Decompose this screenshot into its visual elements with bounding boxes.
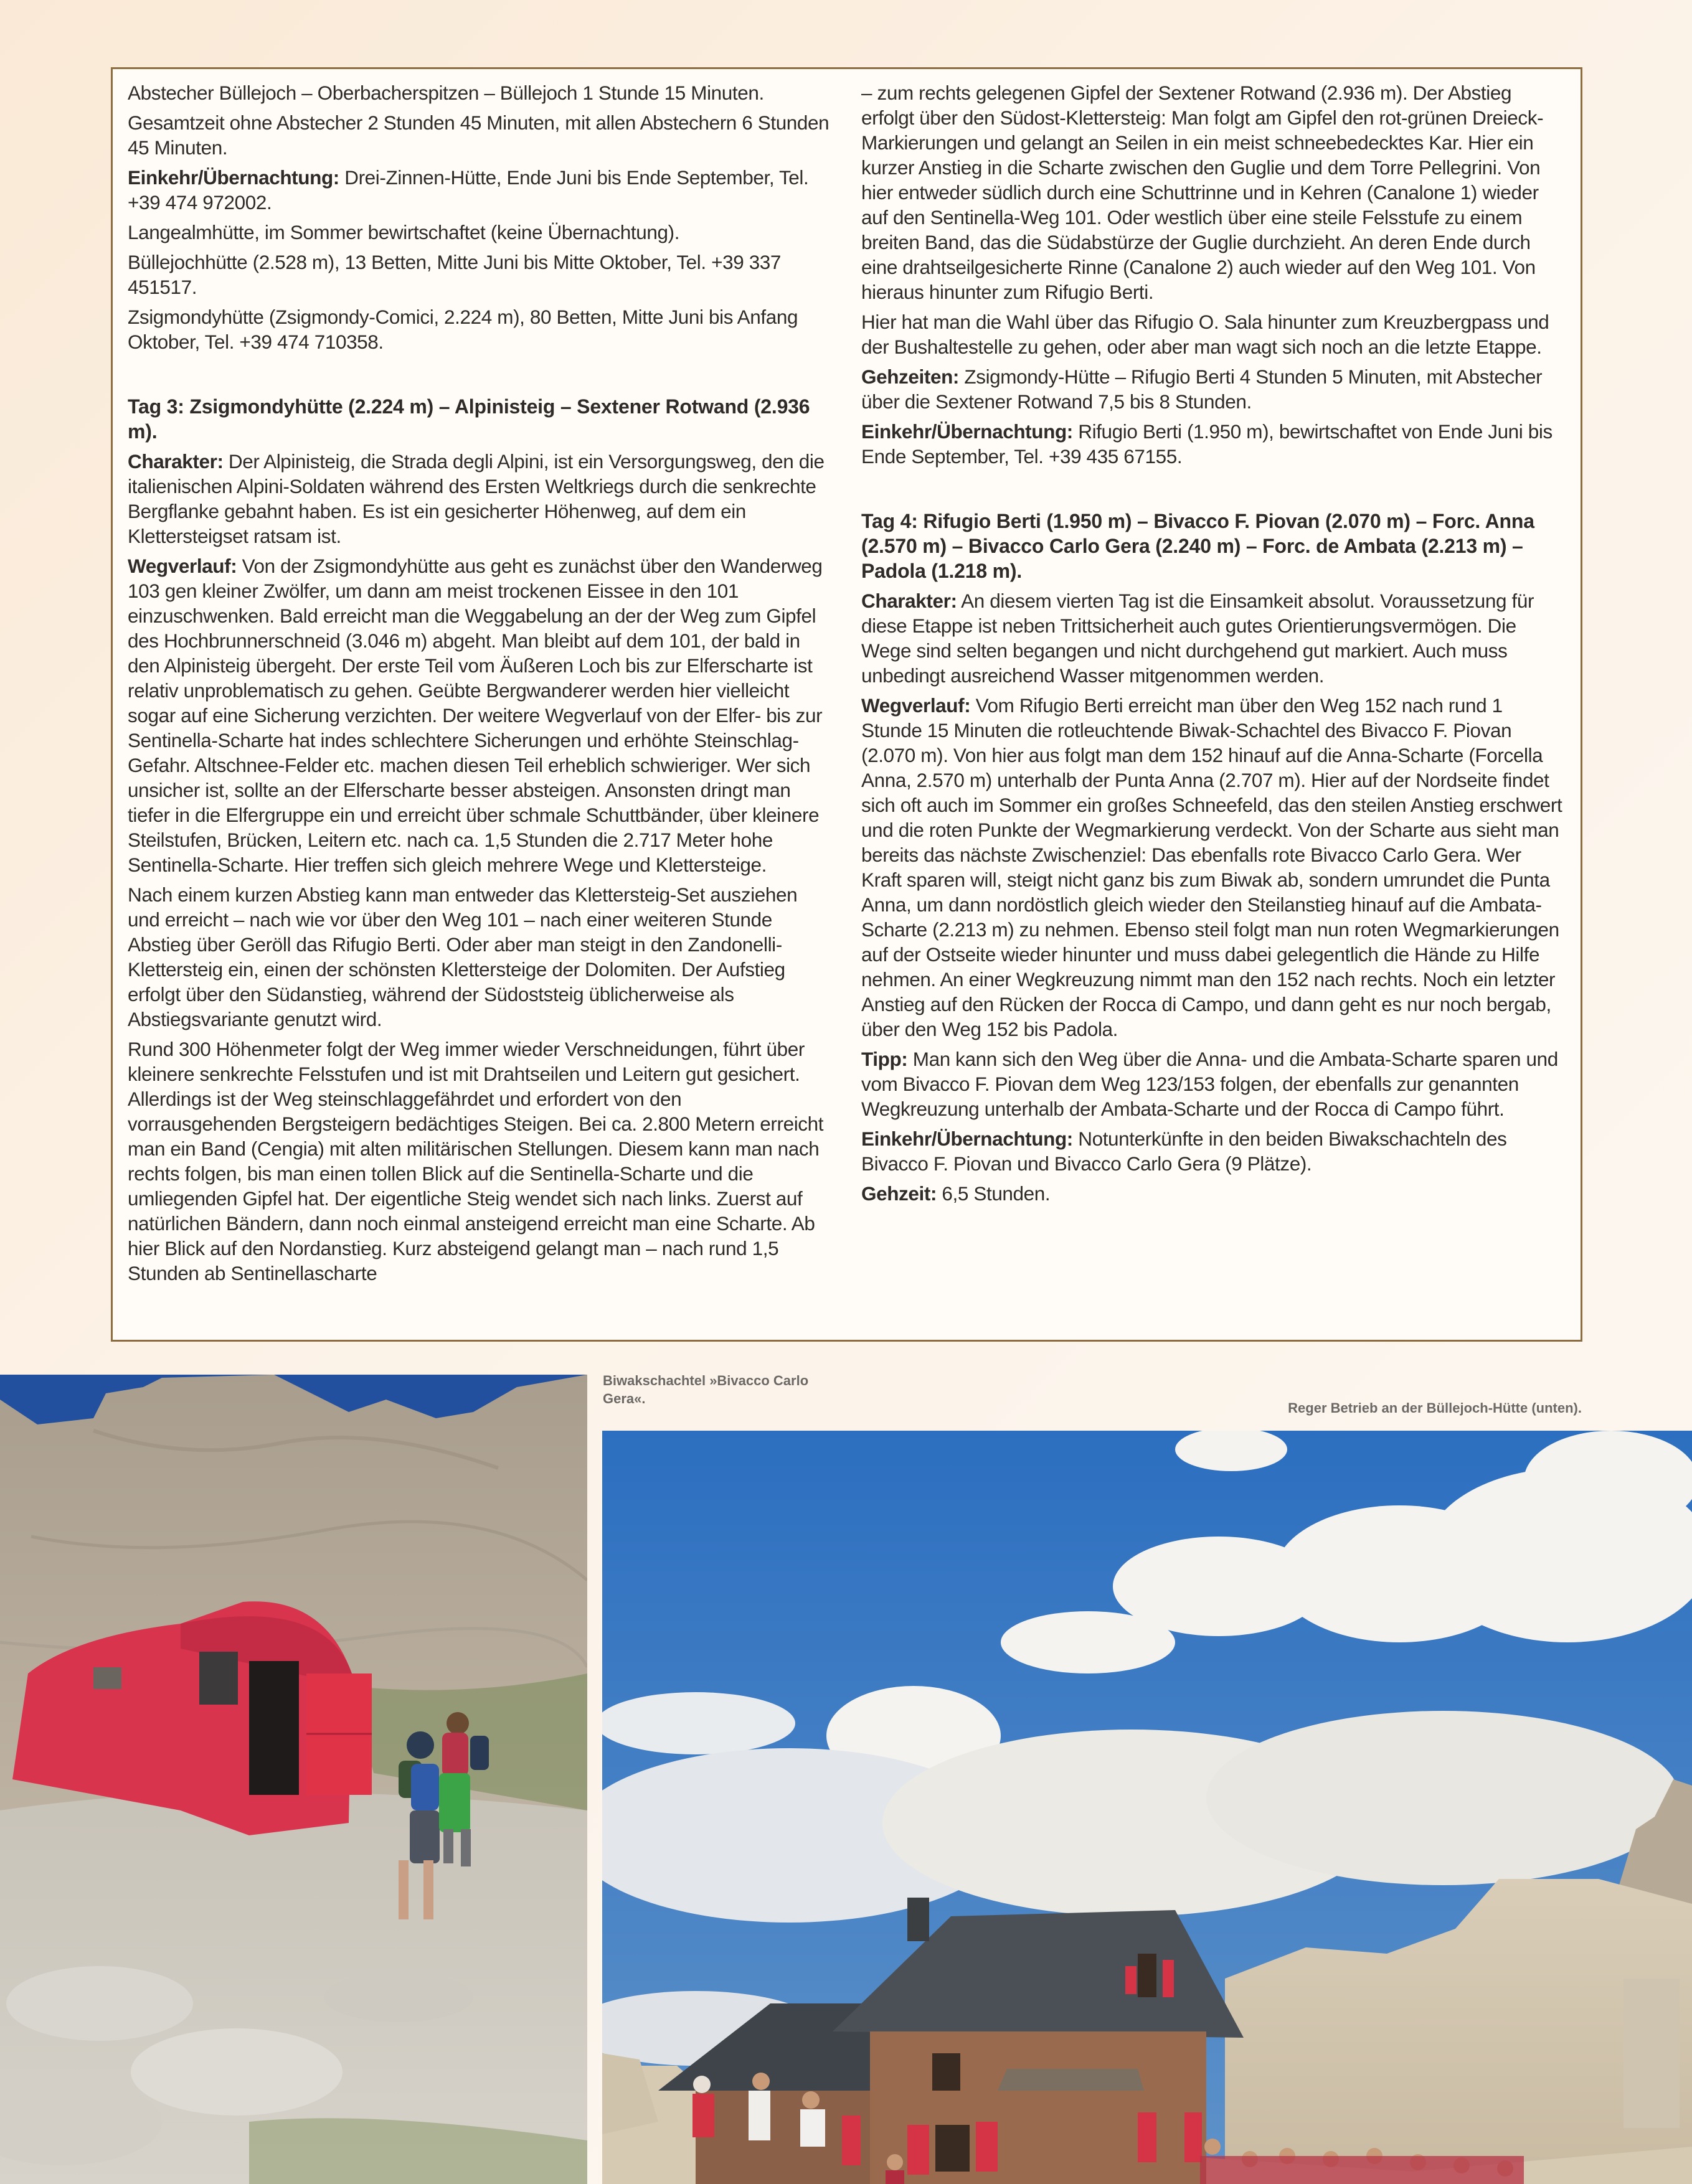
paragraph-abstecher: Abstecher Büllejoch – Oberbacherspitzen – Büllejoch 1 Stunde 15 Minuten. — [128, 82, 764, 104]
photo-bivouac — [0, 1375, 587, 2184]
text-gehzeit: 6,5 Stunden. — [937, 1182, 1051, 1205]
caption-biwak: Biwakschachtel »Bivacco Carlo Gera«. — [603, 1373, 809, 1406]
text-tipp: Man kann sich den Weg über die Anna- und die Ambata-Scharte sparen und vom Bivacco F. Piovan dem Weg 123/153 folgen, der ebenfalls zur genannten Wegkreuzung unterhalb der Ambata-Scharte und der Rocca di Campo führt. — [861, 1048, 1558, 1120]
label-einkehr-biwak: Einkehr/Übernachtung: — [861, 1127, 1073, 1150]
photo-buellejoch-huette — [602, 1431, 1692, 2184]
shutter — [1184, 2112, 1202, 2162]
text-box — [111, 67, 1582, 1342]
text-einkehr-berti: Rifugio Berti (1.950 m), bewirtschaftet von Ende Juni bis Ende September, Tel. +39 435 67155. — [861, 420, 1553, 468]
label-tipp: Tipp: — [861, 1048, 908, 1070]
paragraph-charakter — [128, 449, 831, 548]
shutter — [907, 2125, 929, 2175]
label-charakter: Charakter: — [128, 450, 224, 473]
paragraph-gesamtzeit: Gesamtzeit ohne Abstecher 2 Stunden 45 Minuten, mit allen Abstechern 6 Stunden 45 Minuten. — [128, 111, 829, 159]
paragraph-einkehr-biwak — [861, 1126, 1565, 1176]
shutter — [1138, 2112, 1156, 2162]
paragraph-gehzeiten — [861, 364, 1565, 414]
text-wegverlauf-tag4: Vom Rifugio Berti erreicht man über den Weg 152 nach rund 1 Stunde 15 Minuten die rotleuchtende Biwak-Schachtel des Bivacco F. Piovan (2.070 m). Von hier aus folgt man dem 152 hinauf auf die Anna-Scharte (Forcella Anna, 2.570 m) unterhalb der Punta Anna (2.707 m). Hier auf der Nordseite findet sich oft auch im Sommer ein großes Schneefeld, das den steilen Anstieg erschwert und die roten Punkte der Wegmarkierung verdeckt. Von der Scharte aus sieht man bereits das nächste Zwischenziel: Das ebenfalls rote Bivacco Carlo Gera. Wer Kraft sparen will, steigt nicht ganz bis zum Biwak ab, sondern umrundet die Punta Anna, um dann nordöstlich gleich wieder den Steilanstieg hinauf auf die Ambata-Scharte (2.213 m) zu nehmen. Ebenso steil folgt man nun roten Wegmarkierungen auf der Ostseite wieder hinunter und muss dabei gelegentlich die Hände zu Hilfe nehmen. An einer Wegkreuzung nimmt man den 152 nach rechts. Noch ein letzter Anstieg auf den Rücken der Rocca di Campo, und dann geht es nur noch bergab, über den Weg 152 bis Padola. — [861, 694, 1562, 1040]
label-charakter-tag4: Charakter: — [861, 590, 957, 612]
paragraph-nach: Nach einem kurzen Abstieg kann man entweder das Klettersteig-Set ausziehen und erreicht – nach wie vor über den Weg 101 – nach einer weiteren Stunde Abstieg über Geröll das Rifugio Berti. Oder aber man steigt in den Zandonelli-Klettersteig ein, einen der schönsten Klettersteige der Dolomiten. Der Aufstieg erfolgt über den Südanstieg, während der Südoststeig üblicherweise als Abstiegsvariante genutzt wird. — [128, 883, 798, 1030]
caption-huette: Reger Betrieb an der Büllejoch-Hütte (unten). — [1288, 1400, 1582, 1416]
paragraph-einkehr — [128, 165, 831, 215]
shutter — [1163, 1960, 1174, 1997]
shutter — [1125, 1966, 1137, 1994]
text-wegverlauf: Von der Zsigmondyhütte aus geht es zunächst über den Wanderweg 103 gen kleiner Zwölfer, um dann am meist trockenen Eissee in den 101 einzuschwenken. Bald erreicht man die Weggabelung an der der Weg zum Gipfel des Hochbrunnerschneid (3.046 m) abgeht. Man bleibt auf dem 101, der bald in den Alpinisteig übergeht. Der erste Teil vom Äußeren Loch bis zur Elferscharte ist relativ unproblematisch zu gehen. Geübte Bergwanderer werden hier vielleicht sogar auf eine Sicherung verzichten. Der weitere Wegverlauf von der Elfer- bis zur Sentinella-Scharte hat indes schlechtere Sicherungen und erhöhte Steinschlag-Gefahr. Altschnee-Felder etc. machen diesen Teil erheblich schwieriger. Wer sich unsicher ist, sollte an der Elferscharte besser absteigen. Ansonsten dringt man tiefer in die Elfergruppe ein und erreicht über schmale Schuttbänder, über kleinere Steilstufen, Brücken, Leitern etc. nach ca. 1,5 Stunden die 2.717 Meter hohe Sentinella-Scharte. Hier treffen sich gleich mehrere Wege und Klettersteige. — [128, 555, 823, 876]
label-einkehr: Einkehr/Übernachtung: — [128, 166, 339, 189]
paragraph-continuation: – zum rechts gelegenen Gipfel der Sextener Rotwand (2.936 m). Der Abstieg erfolgt über den Südost-Klettersteig: Man folgt am Gipfel den rot-grünen Dreieck-Markierungen und gelangt an Seilen in ein meist schneebedecktes Kar. Hier ein kurzer Anstieg in die Scharte zwischen den Guglie und dem Torre Pellegrini. Von hier entweder südlich durch eine Schuttrinne und in Kehren (Canalone 1) wieder auf den Sentinella-Weg 101. Oder westlich über eine steile Felsstufe zu einem breiten Band, das die Südabstürze der Guglie durchzieht. An deren Ende durch eine drahtseilgesicherte Rinne (Canalone 2) auch wieder auf den Weg 101. Von hieraus hinunter zum Rifugio Berti. — [861, 82, 1544, 303]
paragraph-wegverlauf — [128, 553, 831, 877]
paragraph-gehzeit — [861, 1181, 1565, 1206]
label-wegverlauf-tag4: Wegverlauf: — [861, 694, 971, 717]
label-einkehr-berti: Einkehr/Übernachtung: — [861, 420, 1073, 443]
paragraph-wahl: Hier hat man die Wahl über das Rifugio O. Sala hinunter zum Kreuzbergpass und der Bushaltestelle zu gehen, oder aber man wagt sich noch an die letzte Etappe. — [861, 311, 1549, 358]
text-gehzeiten: Zsigmondy-Hütte – Rifugio Berti 4 Stunden 5 Minuten, mit Abstecher über die Sextener Rotwand 7,5 bis 8 Stunden. — [861, 365, 1543, 413]
paragraph-charakter-tag4 — [861, 588, 1565, 688]
heading-tag3: Tag 3: Zsigmondyhütte (2.224 m) – Alpinisteig – Sextener Rotwand (2.936 m). — [128, 395, 810, 443]
paragraph-buellejoch: Büllejochhütte (2.528 m), 13 Betten, Mitte Juni bis Mitte Oktober, Tel. +39 337 451517. — [128, 251, 782, 298]
paragraph-einkehr-berti — [861, 419, 1565, 469]
shutter — [976, 2122, 998, 2172]
text-charakter-tag4: An diesem vierten Tag ist die Einsamkeit absolut. Voraussetzung für diese Etappe ist neben Trittsicherheit auch gutes Orientierungsvermögen. Die Wege sind selten begangen und nicht durchgehend gut markiert. Auch muss unbedingt ausreichend Wasser mitgenommen werden. — [861, 590, 1534, 687]
bivouac-illustration — [0, 1375, 587, 2184]
text-einkehr-biwak: Notunterkünfte in den beiden Biwakschachteln des Bivacco F. Piovan und Bivacco Carlo Gera (9 Plätze). — [861, 1127, 1507, 1175]
left-column — [128, 80, 831, 1291]
paragraph-rund: Rund 300 Höhenmeter folgt der Weg immer wieder Verschneidungen, führt über kleinere senkrechte Felsstufen und ist mit Drahtseilen und Leitern gut gesichert. Allerdings ist der Weg steinschlaggefährdet und erfordert von den vorrausgehenden Bergsteigern bedächtiges Steigen. Bei ca. 2.800 Metern erreicht man ein Band (Cengia) mit alten militärischen Stellungen. Diesem kann man nach rechts folgen, bis man einen tollen Blick auf die Sentinella-Scharte und die umliegenden Gipfel hat. Der eigentliche Steig wendet sich nach links. Zuerst auf natürlichen Bändern, dann noch einmal ansteigend erreicht man eine Scharte. Ab hier Blick auf den Nordanstieg. Kurz absteigend gelangt man – nach rund 1,5 Stunden ab Sentinellascharte — [128, 1038, 824, 1284]
text-einkehr: Drei-Zinnen-Hütte, Ende Juni bis Ende September, Tel. +39 474 972002. — [128, 166, 809, 214]
right-column — [861, 80, 1565, 1211]
paragraph-tipp — [861, 1047, 1565, 1121]
heading-tag4: Tag 4: Rifugio Berti (1.950 m) – Bivacco F. Piovan (2.070 m) – Forc. Anna (2.570 m) – Bivacco Carlo Gera (2.240 m) – Forc. de Ambata (2.213 m) – Padola (1.218 m). — [861, 510, 1534, 582]
shutter — [842, 2116, 861, 2165]
text-charakter: Der Alpinisteig, die Strada degli Alpini, ist ein Versorgungsweg, den die italienischen Alpini-Soldaten während des Ersten Weltkriegs durch die senkrechte Bergflanke gebahnt haben. Es ist ein gesicherter Höhenweg, auf dem ein Klettersteigset ratsam ist. — [128, 450, 825, 547]
label-wegverlauf: Wegverlauf: — [128, 555, 237, 577]
hut-door-opening — [249, 1661, 299, 1795]
paragraph-wegverlauf-tag4 — [861, 693, 1565, 1042]
paragraph-zsigmondy: Zsigmondyhütte (Zsigmondy-Comici, 2.224 m), 80 Betten, Mitte Juni bis Anfang Oktober, Tel. +39 474 710358. — [128, 306, 798, 353]
label-gehzeiten: Gehzeiten: — [861, 365, 960, 388]
huette-illustration — [602, 1431, 1692, 2184]
paragraph-langealm: Langealmhütte, im Sommer bewirtschaftet (keine Übernachtung). — [128, 221, 680, 243]
label-gehzeit: Gehzeit: — [861, 1182, 937, 1205]
